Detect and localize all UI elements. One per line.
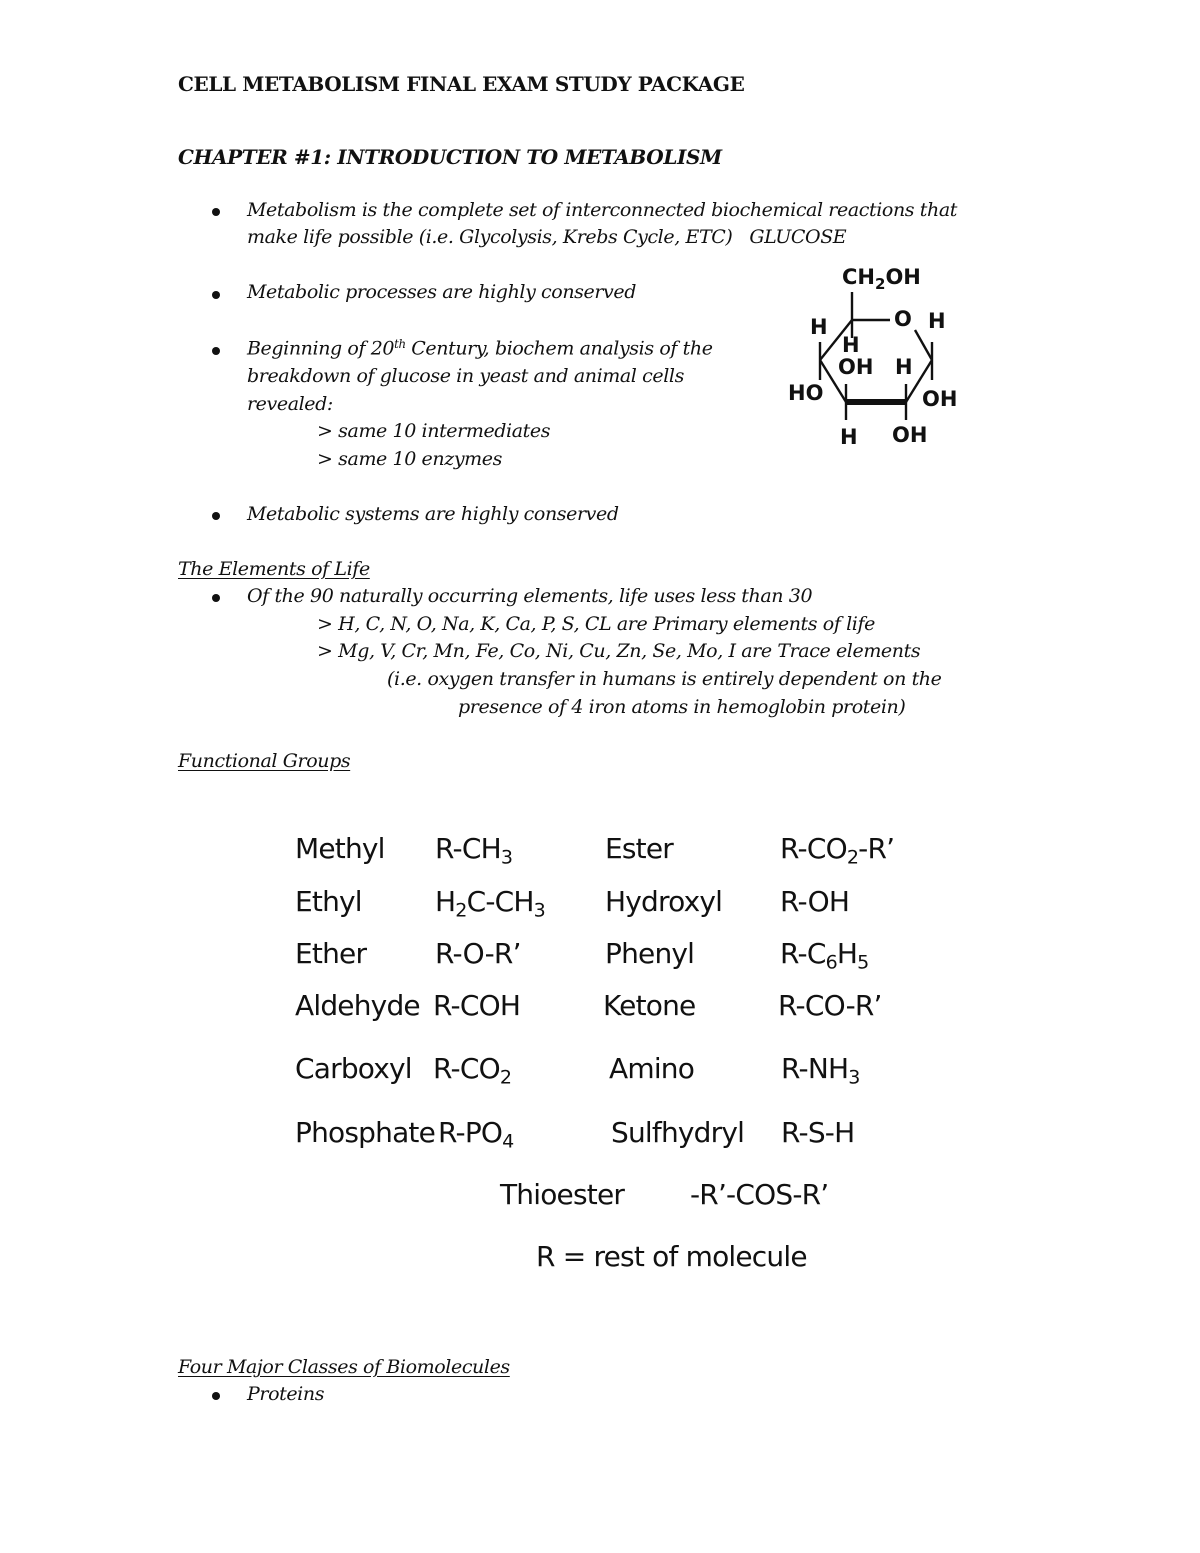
hydroxyl-label: OH bbox=[892, 423, 928, 447]
r-definition: R = rest of molecule bbox=[536, 1240, 807, 1273]
superscript: th bbox=[394, 337, 406, 351]
hydroxyl-label: HO bbox=[788, 381, 824, 405]
section-heading-elements: The Elements of Life bbox=[178, 558, 370, 580]
hydrogen-label: H bbox=[840, 425, 858, 449]
group-name: Ester bbox=[605, 832, 673, 865]
bullet-text: Of the 90 naturally occurring elements, life uses less than 30 bbox=[247, 585, 813, 607]
hydrogen-label: H bbox=[928, 309, 946, 333]
bullet-text-part: Century, biochem analysis of the bbox=[405, 337, 713, 360]
bullet-text-line: revealed: bbox=[247, 393, 333, 415]
group-name: Ether bbox=[295, 937, 367, 970]
group-name: Methyl bbox=[295, 832, 385, 865]
group-formula: -R’-COS-R’ bbox=[690, 1178, 829, 1211]
sub-item: > Mg, V, Cr, Mn, Fe, Co, Ni, Cu, Zn, Se, Mo, I are Trace elements bbox=[317, 640, 921, 662]
bullet-dot bbox=[212, 512, 220, 520]
bullet-text-part: Beginning of 20 bbox=[247, 337, 395, 360]
bullet-text-continued bbox=[247, 226, 846, 248]
group-formula: R-COH bbox=[433, 989, 521, 1022]
bullet-text-line: make life possible (i.e. Glycolysis, Krebs Cycle, ETC) bbox=[247, 226, 733, 248]
group-formula: $R-PO_4$ bbox=[438, 1116, 514, 1153]
glucose-structure-diagram bbox=[780, 258, 970, 458]
group-name: Amino bbox=[609, 1052, 695, 1085]
group-name: Phosphate bbox=[295, 1116, 436, 1149]
glucose-label: GLUCOSE bbox=[749, 226, 847, 248]
bullet-dot bbox=[212, 208, 220, 216]
bullet-text: Proteins bbox=[247, 1383, 325, 1405]
ring-oxygen-label: O bbox=[894, 307, 912, 331]
group-name: Phenyl bbox=[605, 937, 695, 970]
bullet-text: Metabolic processes are highly conserved bbox=[247, 281, 636, 303]
hydrogen-label: H bbox=[842, 333, 860, 357]
bullet-text-line: breakdown of glucose in yeast and animal cells bbox=[247, 365, 684, 387]
section-heading-functional-groups: Functional Groups bbox=[178, 750, 351, 772]
document-title: CELL METABOLISM FINAL EXAM STUDY PACKAGE bbox=[178, 72, 745, 96]
group-name: Ketone bbox=[603, 989, 696, 1022]
bullet-dot bbox=[212, 1392, 220, 1400]
group-formula: R-S-H bbox=[781, 1116, 855, 1149]
group-name: Hydroxyl bbox=[605, 885, 723, 918]
hydroxyl-label: OH bbox=[922, 387, 958, 411]
glucose-ring-bonds bbox=[820, 292, 932, 420]
sub-item: > same 10 intermediates bbox=[317, 420, 551, 442]
bullet-dot bbox=[212, 291, 220, 299]
bullet-text: Metabolism is the complete set of interconnected biochemical reactions that bbox=[247, 199, 958, 221]
group-name: Carboxyl bbox=[295, 1052, 412, 1085]
group-formula: $R-C_6H_5$ bbox=[780, 937, 869, 974]
group-formula: $R-CO_2$ bbox=[433, 1052, 512, 1089]
group-name: Thioester bbox=[500, 1178, 625, 1211]
group-formula: R-OH bbox=[780, 885, 850, 918]
hydrogen-label: H bbox=[895, 355, 913, 379]
hydrogen-label: H bbox=[810, 315, 828, 339]
bullet-text: Metabolic systems are highly conserved bbox=[247, 503, 619, 525]
note-line: (i.e. oxygen transfer in humans is entirely dependent on the bbox=[387, 668, 942, 690]
group-name: Sulfhydryl bbox=[611, 1116, 745, 1149]
group-formula: $H_2C-CH_3$ bbox=[435, 885, 545, 922]
sub-item: > same 10 enzymes bbox=[317, 448, 502, 470]
bullet-text bbox=[247, 337, 713, 359]
group-formula: R-O-R’ bbox=[435, 937, 521, 970]
group-formula: $R-CO_2-R$’ bbox=[780, 832, 895, 869]
sub-item: > H, C, N, O, Na, K, Ca, P, S, CL are Primary elements of life bbox=[317, 613, 875, 635]
hydroxyl-label: OH bbox=[838, 355, 874, 379]
group-formula: $R-CH_3$ bbox=[435, 832, 513, 869]
group-formula: $R-NH_3$ bbox=[781, 1052, 860, 1089]
ch2oh-label: $CH_2OH$ bbox=[842, 265, 921, 293]
group-name: Aldehyde bbox=[295, 989, 420, 1022]
group-name: Ethyl bbox=[295, 885, 362, 918]
note-line: presence of 4 iron atoms in hemoglobin protein) bbox=[458, 696, 906, 718]
section-heading-biomolecules: Four Major Classes of Biomolecules bbox=[178, 1356, 510, 1378]
chapter-heading: CHAPTER #1: INTRODUCTION TO METABOLISM bbox=[178, 145, 722, 169]
bullet-dot bbox=[212, 594, 220, 602]
group-formula: R-CO-R’ bbox=[778, 989, 882, 1022]
bullet-dot bbox=[212, 347, 220, 355]
